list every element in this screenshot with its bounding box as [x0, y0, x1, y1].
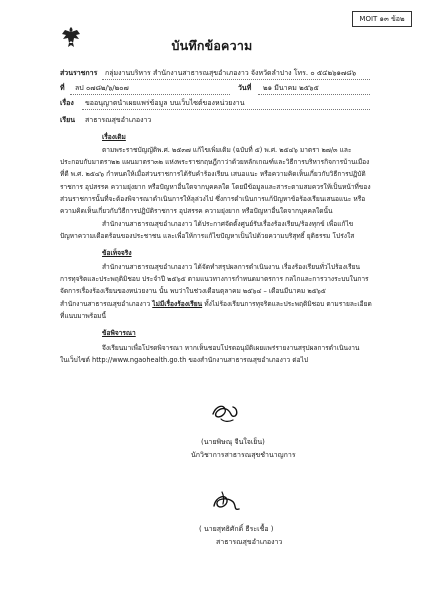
facts-paragraph [60, 261, 376, 322]
origin-p1-line: ส่วนราชการนั้นที่จะต้องพิจารณาดำเนินการให้ลุล่วงไป ซึ่งการดำเนินการแก้ปัญหาข้อร้องเรียนเสนอแนะ หรือ [60, 194, 366, 203]
signer-1-name: (นายพิษณุ จีนใจเย็น) [201, 438, 265, 446]
facts-line-end: ทั้งไม่ร้องเรียนการทุจริตและประพฤติมิชอบ ตามรายละเอียด [202, 299, 372, 308]
origin-p1-line: ที่ดี พ.ศ. ๒๕๔๖ กำหนดให้เมื่อส่วนราชการได้รับคำร้องเรียน เสนอแนะ หรือความคิดเห็นเกี่ยวกับวิธีการปฏิบัติ [60, 170, 366, 179]
to-label: เรียน [60, 116, 76, 124]
origin-p1-line: ประกอบกับมาตรา๒๒ แผนมาตรา๓๒ แห่งพระราชกฤษฎีกาว่าด้วยหลักเกณฑ์และวิธีการบริหารกิจการบ้านเมือง [60, 158, 370, 167]
consider-line: ในเว็บไซต์ http://www.ngaohealth.go.th ของสำนักงานสาธารณสุขอำเภองาว ต่อไป [60, 356, 309, 365]
origin-heading-text: เรื่องเดิม [102, 133, 126, 141]
facts-line: จัดการเรื่องร้องเรียนของหน่วยงาน นั้น พบว่าในช่วงเดือนตุลาคม ๒๕๖๔ – เดือนมีนาคม ๒๕๖๕ [60, 287, 326, 296]
origin-p1-line: ราชการ อุปสรรค ความยุ่งยาก หรือปัญหาอื่นใดจากบุคคลใด โดยมีข้อมูลและสาระตามสมควรให้เป็นหน้าที่ของ [60, 182, 371, 191]
agency-value: กลุ่มงานบริหาร สำนักงานสาธารณสุขอำเภองาว จังหวัดลำปาง โทร. ๐ ๕๔๒๖๑๗๘๖ [105, 69, 357, 77]
consider-heading-text: ข้อพิจารณา [102, 329, 136, 337]
subject-dotted-line [82, 109, 370, 110]
facts-line-start: สำนักงานสาธารณสุขอำเภองาว [60, 299, 153, 308]
to-value: สาธารณสุขอำเภองาว [85, 116, 152, 124]
ref-value: ลป ๐๗๘๒/๖/๒๐๗ [75, 84, 129, 92]
facts-heading [102, 247, 132, 259]
origin-paragraph-1 [60, 144, 376, 217]
facts-line: การทุจริตและประพฤติมิชอบ ประจำปี ๒๕๖๕ ตามแนวทางการกำหนดมาตรการ กลไกและการวางระบบในการ [60, 275, 369, 284]
subject-value: ขออนุญาตนำเผยแพร่ข้อมูล บนเว็บไซต์ของหน่วยงาน [85, 99, 245, 107]
date-value: ๒๑ มีนาคม ๒๕๖๕ [263, 84, 319, 92]
origin-heading [102, 131, 126, 143]
no-complaint-emphasis: ไม่มีเรื่องร้องเรียน [152, 299, 203, 308]
origin-p2-line: ปัญหาความเดือดร้อนของประชาชน และเพื่อให้การแก้ไขปัญหาเป็นไปด้วยความบริสุทธิ์ ยุติธรรม โปร่งใส [60, 232, 355, 241]
consider-paragraph [60, 342, 376, 366]
moit-label-box: MOIT ๑๓ ข้อ๒ [352, 11, 412, 27]
date-label: วันที่ [238, 84, 252, 92]
signer-2-position: สาธารณสุขอำเภองาว [216, 538, 283, 546]
origin-p1-line: ความคิดเห็นเกี่ยวกับวิธีการปฏิบัติราชการ อุปสรรค ความยุ่งยาก หรือปัญหาอื่นใดจากบุคคลใดนั้น [60, 207, 333, 216]
facts-heading-text: ข้อเท็จจริง [102, 249, 132, 257]
signature-1-handwriting [207, 400, 243, 426]
agency-label: ส่วนราชการ [60, 69, 98, 77]
facts-line: ที่แนบมาพร้อมนี้ [60, 311, 107, 320]
signer-1-position: นักวิชาการสาธารณสุขชำนาญการ [191, 451, 296, 459]
subject-label: เรื่อง [60, 99, 74, 107]
origin-p1-line: ตามพระราชบัญญัติพ.ศ. ๒๕๓๗ แก้ไขเพิ่มเติม (ฉบับที่ ๕) พ.ศ. ๒๕๔๖ มาตรา ๒๗/๓ และ [102, 146, 352, 154]
facts-line [60, 298, 376, 310]
agency-dotted-line [102, 79, 370, 80]
consider-line: จึงเรียนมาเพื่อโปรดพิจารณา หากเห็นชอบโปรดอนุมัติเผยแพร่รายงานสรุปผลการดำเนินงาน [102, 344, 360, 352]
consider-heading [102, 327, 136, 339]
signer-2-name: ( นายสุทธิศักดิ์ ธีระเชื้อ ) [199, 525, 274, 533]
memo-title: บันทึกข้อความ [171, 38, 253, 53]
origin-p2-line: สำนักงานสาธารณสุขอำเภองาว ได้ประกาศจัดตั้งศูนย์รับเรื่องร้องเรียน/ร้องทุกข์ เพื่อแก้ไข [102, 220, 354, 228]
ref-label: ที่ [60, 84, 65, 92]
ref-dotted-line [70, 94, 230, 95]
facts-line: สำนักงานสาธารณสุขอำเภองาว ได้จัดทำสรุปผลการดำเนินงาน เรื่องร้องเรียนทั่วไปร้องเรียน [102, 263, 361, 271]
origin-paragraph-2 [60, 218, 376, 242]
signature-2-handwriting [206, 488, 246, 518]
date-dotted-line [258, 94, 370, 95]
